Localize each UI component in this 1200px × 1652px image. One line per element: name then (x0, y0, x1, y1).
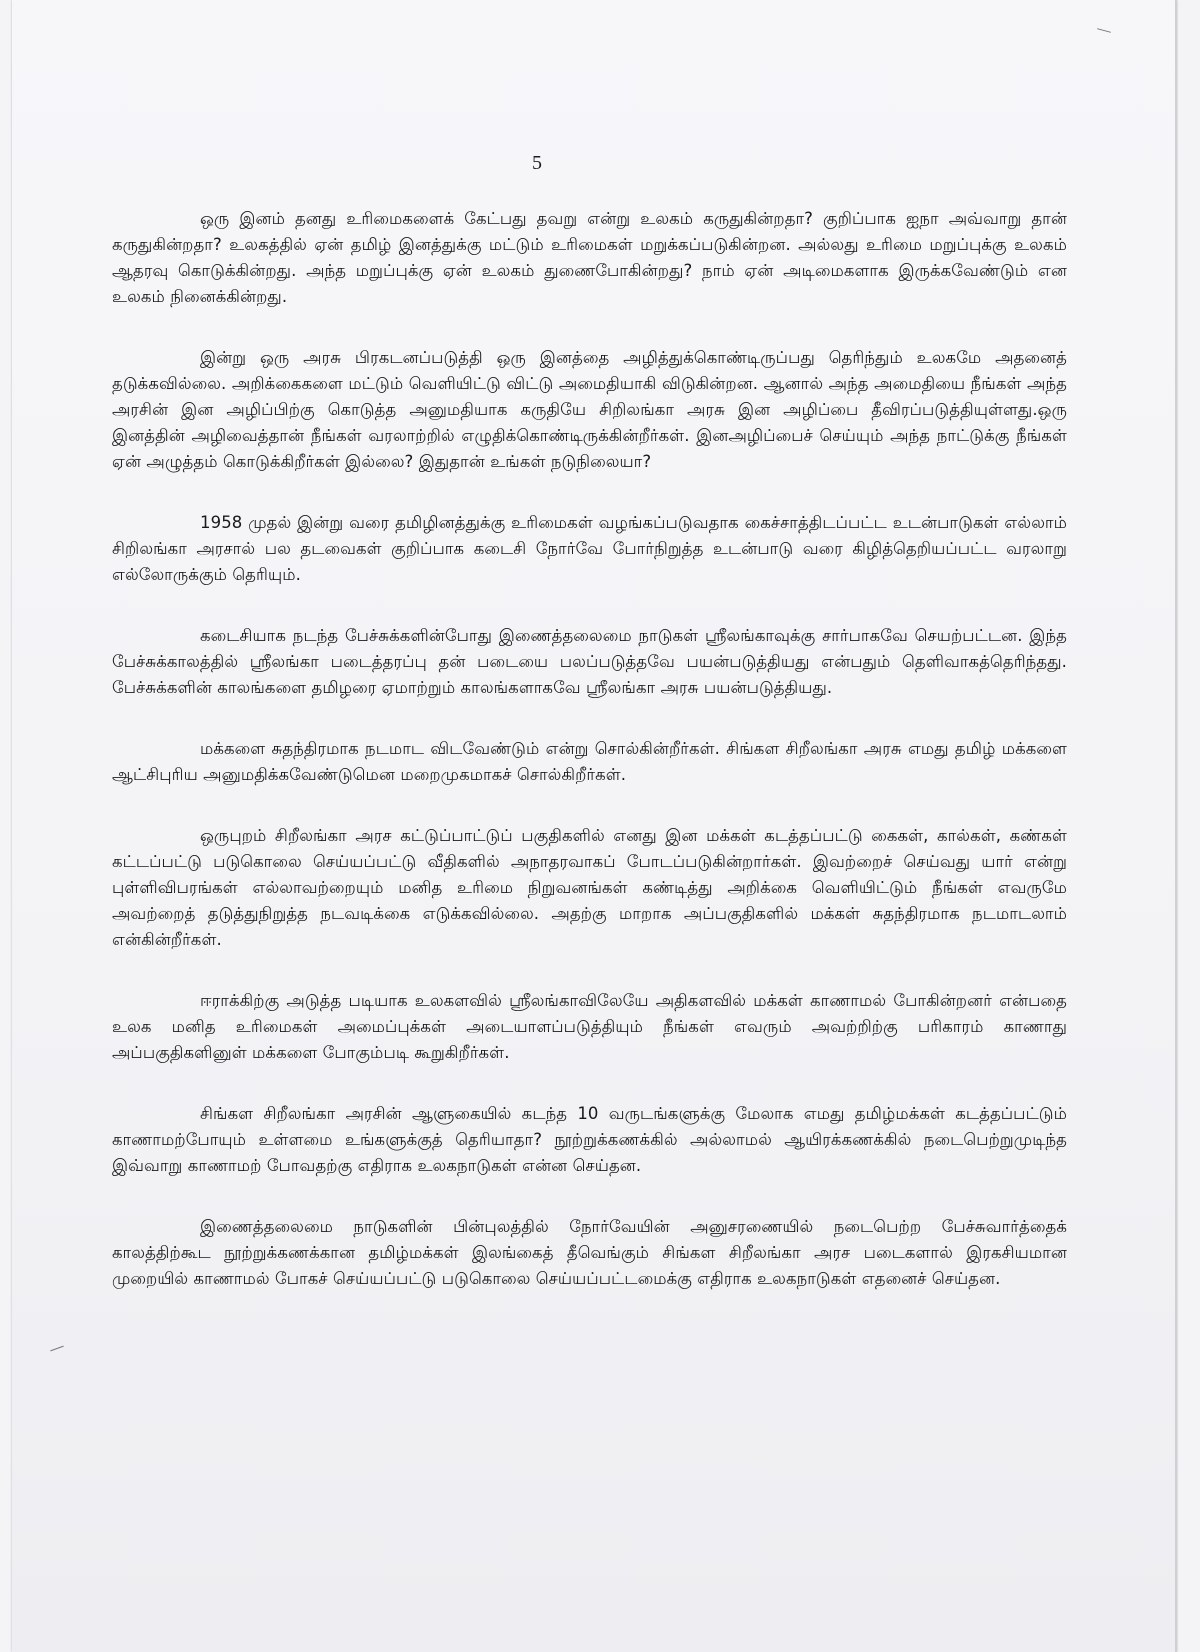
paragraph-8: சிங்கள சிறீலங்கா அரசின் ஆளுகையில் கடந்த 10 வருடங்களுக்கு மேலாக எமது தமிழ்மக்கள் கடத்தப்பட்டும் காணாமற்போயும் உள்ளமை உங்களுக்குத் தெரியாதா? நூற்றுக்கணக்கில் அல்லாமல் ஆயிரக்கணக்கில் நடைபெற்றுமுடிந்த இவ்வாறு காணாமற் போவதற்கு எதிராக உலகநாடுகள் என்ன செய்தன. (112, 1104, 1067, 1175)
body-text (112, 206, 1067, 1327)
scan-mark-corner (1097, 28, 1111, 33)
paragraph-7: ஈராக்கிற்கு அடுத்த படியாக உலகளவில் ஸ்ரீலங்காவிலேயே அதிகளவில் மக்கள் காணாமல் போகின்றனர் என்பதை உலக மனித உரிமைகள் அமைப்புக்கள் அடையாளப்படுத்தியும் நீங்கள் எவரும் அவற்றிற்கு பரிகாரம் காணாது அப்பகுதிகளினுள் மக்களை போகும்படி கூறுகிறீர்கள். (112, 991, 1067, 1062)
paragraph-2: இன்று ஒரு அரசு பிரகடனப்படுத்தி ஒரு இனத்தை அழித்துக்கொண்டிருப்பது தெரிந்தும் உலகமே அதனைத் தடுக்கவில்லை. அறிக்கைகளை மட்டும் வெளியிட்டு விட்டு அமைதியாகி விடுகின்றன. ஆனால் அந்த அமைதியை நீங்கள் அந்த அரசின் இன அழிப்பிற்கு கொடுத்த அனுமதியாக கருதியே சிறிலங்கா அரசு இன அழிப்பை தீவிரப்படுத்தியுள்ளது.ஒரு இனத்தின் அழிவைத்தான் நீங்கள் வரலாற்றில் எழுதிக்கொண்டிருக்கின்றீர்கள். இனஅழிப்பைச் செய்யும் அந்த நாட்டுக்கு நீங்கள் ஏன் அழுத்தம் கொடுக்கிறீர்கள் இல்லை? இதுதான் உங்கள் நடுநிலையா? (112, 348, 1067, 471)
paragraph-4: கடைசியாக நடந்த பேச்சுக்களின்போது இணைத்தலைமை நாடுகள் ஸ்ரீலங்காவுக்கு சார்பாகவே செயற்பட்டன. இந்த பேச்சுக்காலத்தில் ஸ்ரீலங்கா படைத்தரப்பு தன் படையை பலப்படுத்தவே பயன்படுத்தியது என்பதும் தெளிவாகத்தெரிந்தது. பேச்சுக்களின் காலங்களை தமிழரை ஏமாற்றும் காலங்களாகவே ஸ்ரீலங்கா அரசு பயன்படுத்தியது. (112, 626, 1067, 697)
paragraph-5: மக்களை சுதந்திரமாக நடமாட விடவேண்டும் என்று சொல்கின்றீர்கள். சிங்கள சிறீலங்கா அரசு எமது தமிழ் மக்களை ஆட்சிபுரிய அனுமதிக்கவேண்டுமென மறைமுகமாகச் சொல்கிறீர்கள். (112, 739, 1067, 784)
page-edge (1175, 0, 1177, 1652)
scan-mark (50, 1346, 63, 1352)
page-number: 5 (532, 152, 542, 174)
paragraph-3: 1958 முதல் இன்று வரை தமிழினத்துக்கு உரிமைகள் வழங்கப்படுவதாக கைச்சாத்திடப்பட்ட உடன்பாடுகள் எல்லாம் சிறிலங்கா அரசால் பல தடவைகள் குறிப்பாக கடைசி நோர்வே போர்நிறுத்த உடன்பாடு வரை கிழித்தெறியப்பட்ட வரலாறு எல்லோருக்கும் தெரியும். (112, 513, 1067, 584)
paragraph-6: ஒருபுறம் சிறீலங்கா அரச கட்டுப்பாட்டுப் பகுதிகளில் எனது இன மக்கள் கடத்தப்பட்டு கைகள், கால்கள், கண்கள் கட்டப்பட்டு படுகொலை செய்யப்பட்டு வீதிகளில் அநாதரவாகப் போடப்படுகின்றார்கள். இவற்றைச் செய்வது யார் என்று புள்ளிவிபரங்கள் எல்லாவற்றையும் மனித உரிமை நிறுவனங்கள் கண்டித்து அறிக்கை வெளியிட்டும் நீங்கள் எவருமே அவற்றைத் தடுத்துநிறுத்த நடவடிக்கை எடுக்கவில்லை. அதற்கு மாறாக அப்பகுதிகளில் மக்கள் சுதந்திரமாக நடமாடலாம் என்கின்றீர்கள். (112, 826, 1067, 949)
paragraph-9: இணைத்தலைமை நாடுகளின் பின்புலத்தில் நோர்வேயின் அனுசரணையில் நடைபெற்ற பேச்சுவார்த்தைக் காலத்திற்கூட நூற்றுக்கணக்கான தமிழ்மக்கள் இலங்கைத் தீவெங்கும் சிங்கள சிறீலங்கா அரச படைகளால் இரகசியமான முறையில் காணாமல் போகச் செய்யப்பட்டு படுகொலை செய்யப்பட்டமைக்கு எதிராக உலகநாடுகள் எதனைச் செய்தன. (112, 1217, 1067, 1288)
paragraph-1: ஒரு இனம் தனது உரிமைகளைக் கேட்பது தவறு என்று உலகம் கருதுகின்றதா? குறிப்பாக ஐநா அவ்வாறு தான் கருதுகின்றதா? உலகத்தில் ஏன் தமிழ் இனத்துக்கு மட்டும் உரிமைகள் மறுக்கப்படுகின்றன. அல்லது உரிமை மறுப்புக்கு உலகம் ஆதரவு கொடுக்கின்றது. அந்த மறுப்புக்கு ஏன் உலகம் துணைபோகின்றது? நாம் ஏன் அடிமைகளாக இருக்கவேண்டும் என உலகம் நினைக்கின்றது. (112, 209, 1067, 306)
document-page (12, 0, 1177, 1652)
